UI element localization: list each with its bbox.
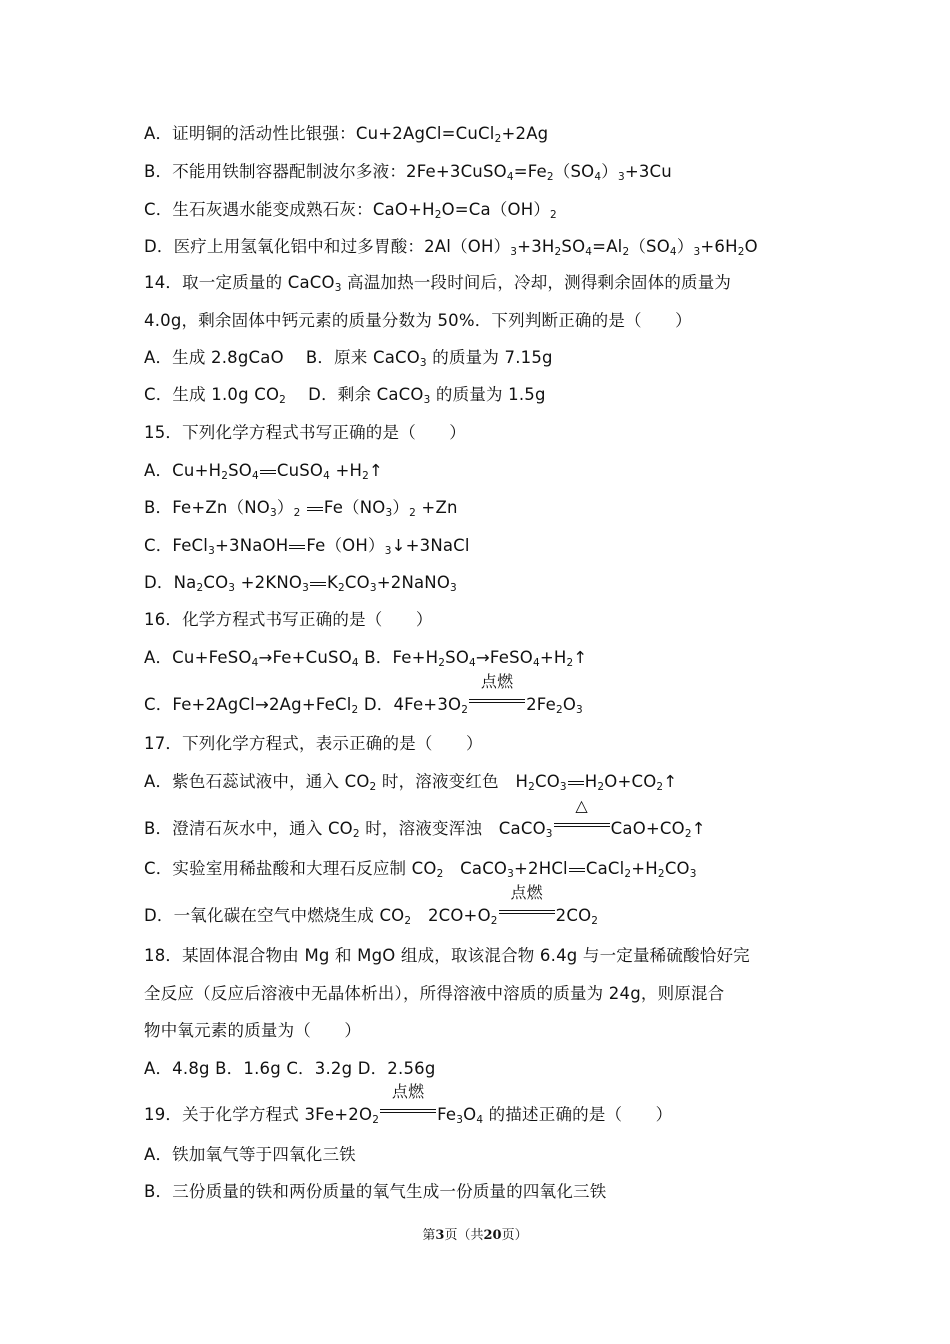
text-line: B．三份质量的铁和两份质量的氧气生成一份质量的四氧化三铁 <box>144 1182 607 1201</box>
text-line: A．4.8g B．1.6g C．3.2g D．2.56g <box>144 1059 436 1078</box>
page-number: 3 <box>435 1228 445 1243</box>
text-line: C．Fe+2AgCl→2Ag+FeCl$_2$ D．$4Fe+3O_2$ 点燃 $2Fe_2O_3$ <box>144 672 583 716</box>
footer-mid: 页（共 <box>444 1228 484 1243</box>
text-line: C．生石灰遇水能变成熟石灰：$CaO+H_2O=Ca(OH)_2$ <box>144 200 557 221</box>
text-line: 16．化学方程式书写正确的是（ ） <box>144 610 433 629</box>
text-line: C．实验室用稀盐酸和大理石反应制 $CO_2$ CaCO$_3$+2HCl $CaCl_2+H_2CO_3$ <box>144 859 697 880</box>
page-footer <box>0 1227 950 1245</box>
text-line: A．紫色石蕊试液中，通入 $CO_2$ 时，溶液变红色 $H_2CO_3$ $H_2O+CO_2↑$ <box>144 772 678 793</box>
text-line: 物中氧元素的质量为（ ） <box>144 1021 362 1040</box>
text-line: C．FeCl$_3$+3NaOH $Fe(OH)_3↓+3NaCl$ <box>144 536 470 557</box>
text-line: 14．取一定质量的 CaCO$_3$ 高温加热一段时间后，冷却，测得剩余固体的质量为 <box>144 273 732 294</box>
text-line: D．医疗上用氢氧化铝中和过多胃酸：$2Al(OH)_3+3H_2SO_4=Al_2(SO_4)_3+6H_2O$ <box>144 237 758 258</box>
text-line: A．Cu+FeSO$_4$→Fe+CuSO$_4$ B．$Fe+H_2SO_4\to FeSO_4+H_2↑$ <box>144 648 588 669</box>
footer-suffix: 页） <box>501 1228 528 1243</box>
text-line: C．生成 1.0g $CO_2$ D．剩余 CaCO$_3$ 的质量为 1.5g <box>144 385 546 406</box>
footer-prefix: 第 <box>422 1228 436 1243</box>
text-line: D．$Na_2CO_3 +2KNO_3$ $K_2CO_3+2NaNO_3$ <box>144 573 457 594</box>
text-line: B．不能用铁制容器配制波尔多液：$2Fe+3CuSO_4=Fe_2(SO_4)_3+3Cu$ <box>144 162 672 183</box>
page-total: 20 <box>483 1228 502 1243</box>
text-line: A．$Cu+H_2SO_4$ CuSO$_4$ $+H_2↑$ <box>144 461 383 482</box>
text-line: 4.0g，剩余固体中钙元素的质量分数为 50%．下列判断正确的是（ ） <box>144 311 692 330</box>
text-line: 全反应（反应后溶液中无晶体析出），所得溶液中溶质的质量为 24g，则原混合 <box>144 984 725 1003</box>
text-line: B．$Fe+Zn(NO_3)_2$ $Fe(NO_3)_2 +Zn$ <box>144 498 458 519</box>
text-line: D．一氧化碳在空气中燃烧生成 $CO_2$ $2CO+O_2$ 点燃 $2CO_2$ <box>144 883 599 927</box>
text-line: 18．某固体混合物由 Mg 和 MgO 组成，取该混合物 6.4g 与一定量稀硫酸恰好完 <box>144 946 750 965</box>
text-line: A．证明铜的活动性比银强：Cu+2AgCl=CuCl$_2$+2Ag <box>144 124 549 145</box>
text-line: 15．下列化学方程式书写正确的是（ ） <box>144 423 466 442</box>
text-line: B．澄清石灰水中，通入 $CO_2$ 时，溶液变浑浊 CaCO$_3$ △ $CaO+CO_2↑$ <box>144 796 706 840</box>
text-line: 19．关于化学方程式 $3Fe+2O_2$ 点燃 $Fe_3O_4$ 的描述正确的是（ ） <box>144 1082 673 1126</box>
text-line: A．铁加氧气等于四氧化三铁 <box>144 1145 356 1164</box>
text-line: 17．下列化学方程式，表示正确的是（ ） <box>144 734 483 753</box>
text-line: A．生成 2.8gCaO B．原来 CaCO$_3$ 的质量为 7.15g <box>144 348 553 369</box>
